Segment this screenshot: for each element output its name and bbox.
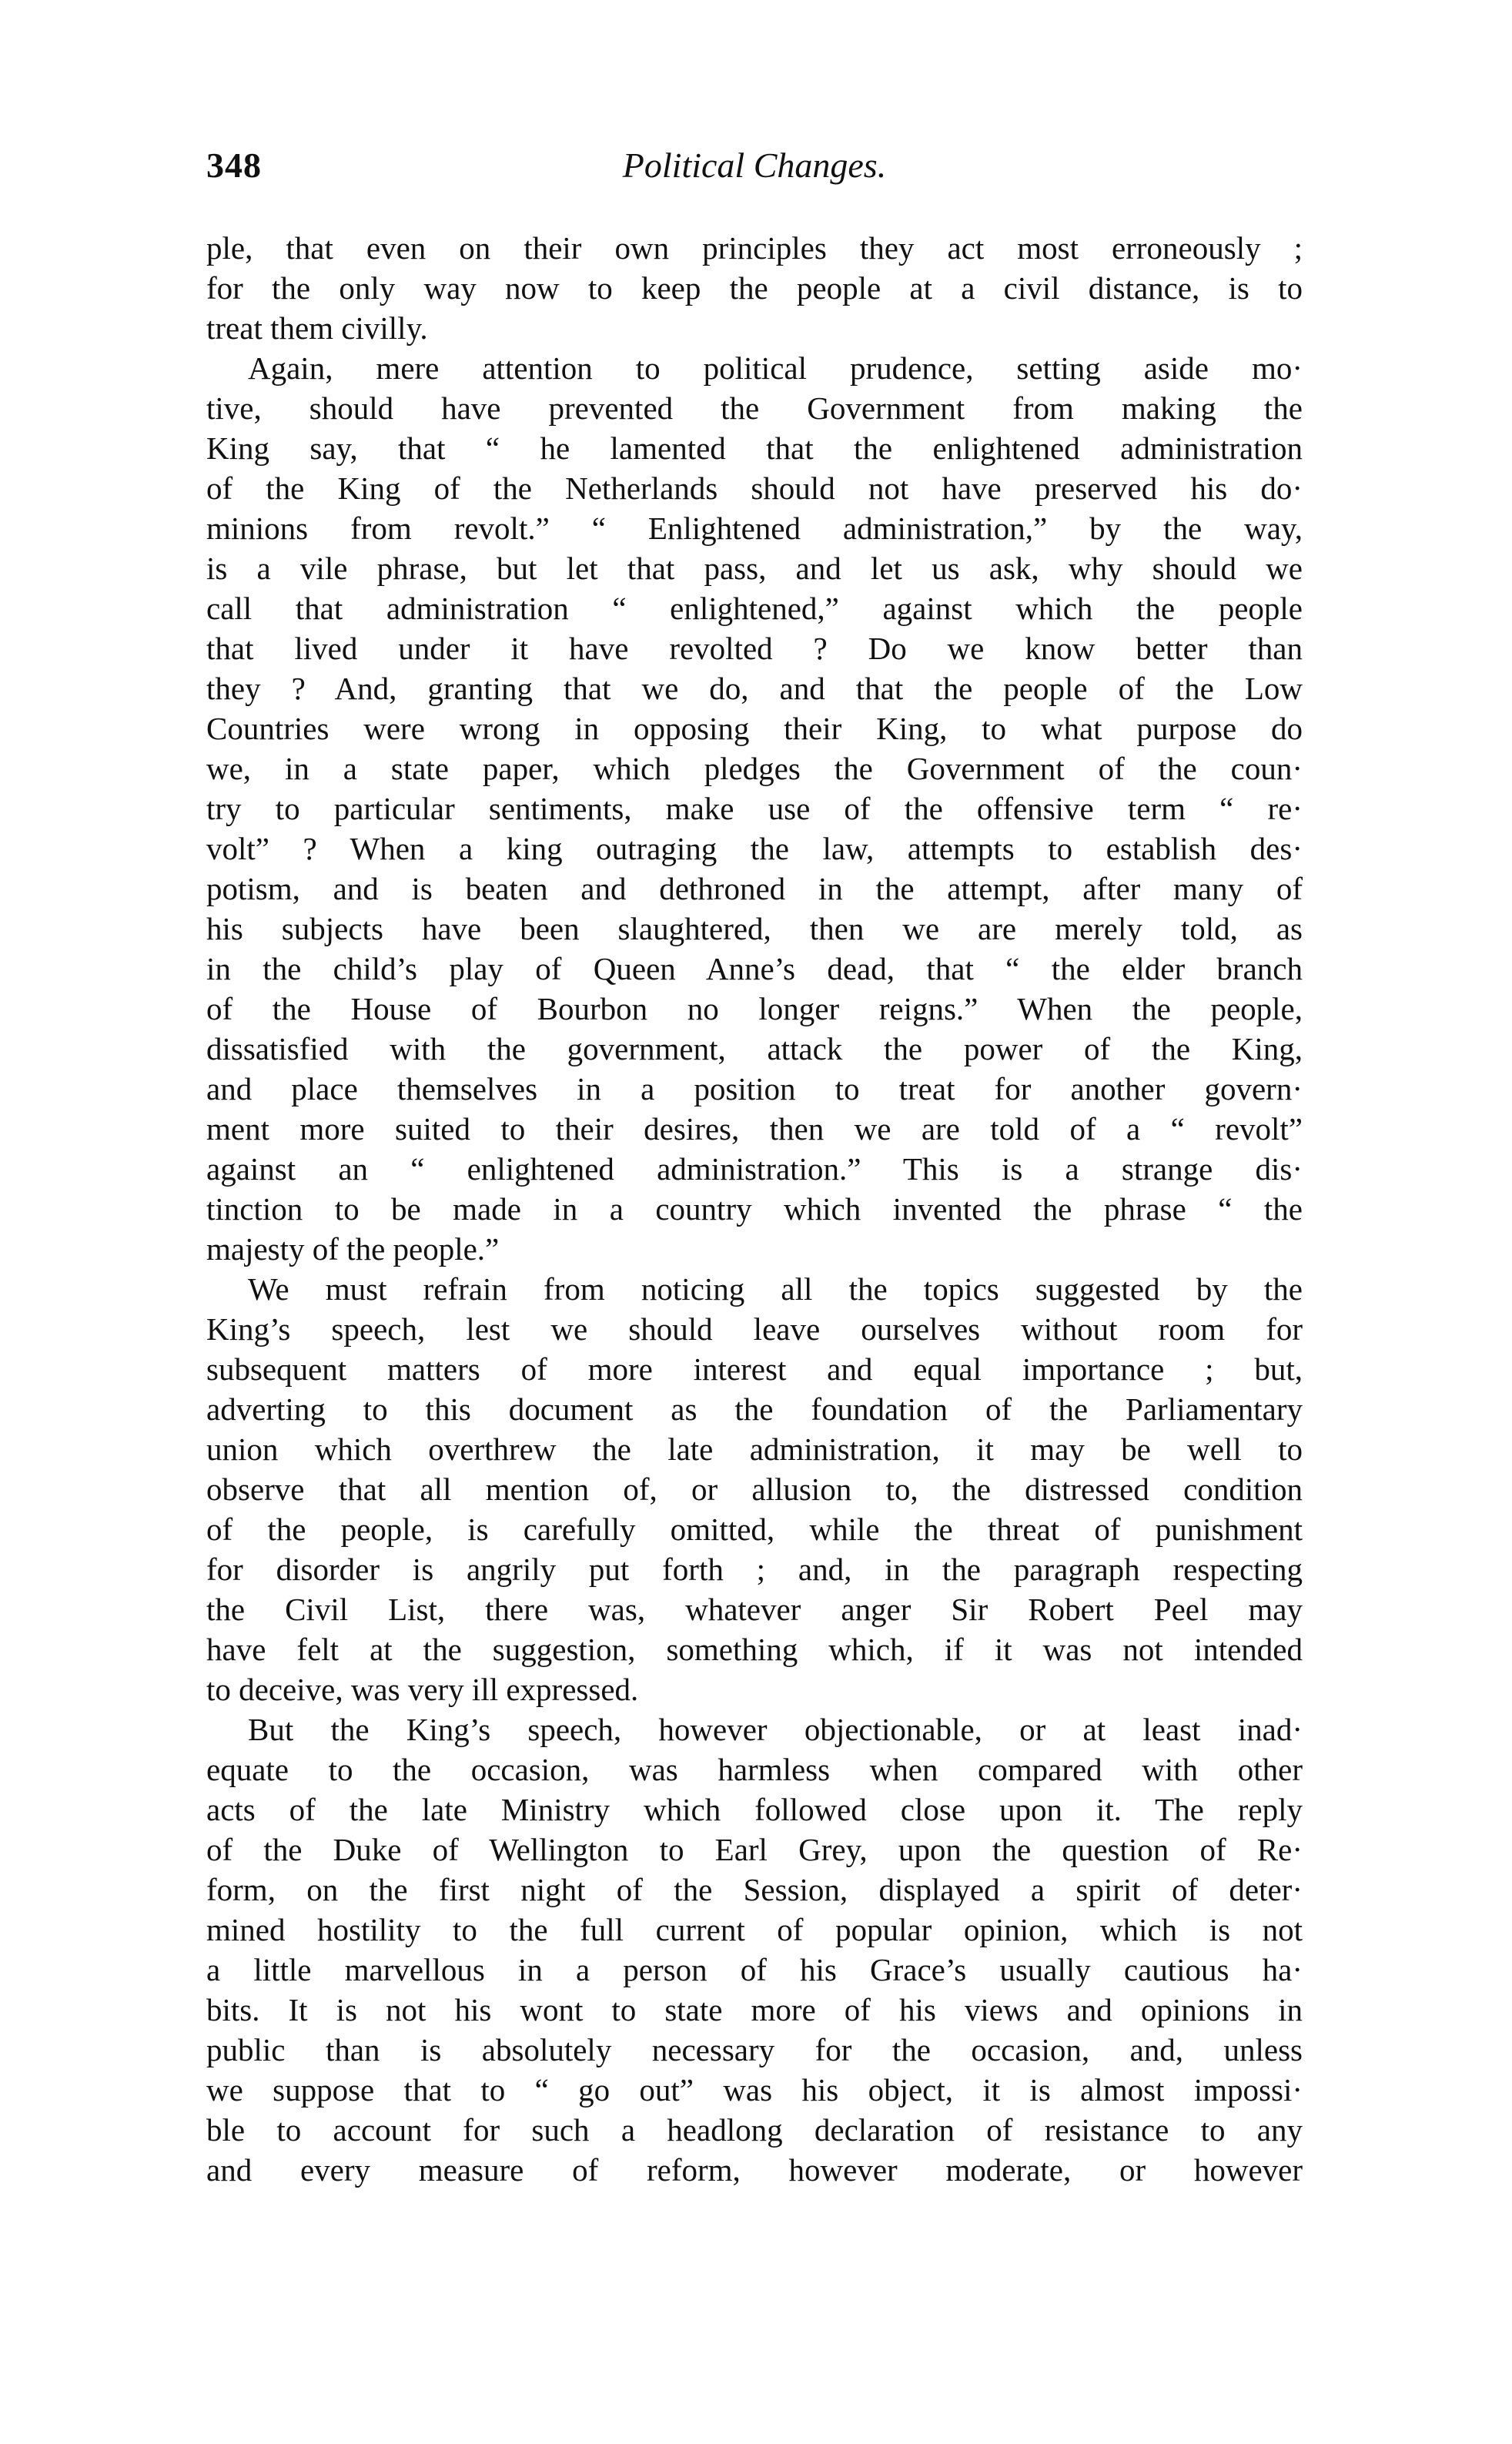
running-head bbox=[206, 145, 1303, 199]
text-line: we, in a state paper, which pledges the Government of the coun· bbox=[206, 751, 1303, 786]
text-line: they ? And, granting that we do, and that the people of the Low bbox=[206, 671, 1303, 706]
text-line: of the King of the Netherlands should not have preserved his do· bbox=[206, 470, 1303, 506]
text-line: mined hostility to the full current of popular opinion, which is not bbox=[206, 1912, 1303, 1947]
text-line: of the House of Bourbon no longer reigns.” When the people, bbox=[206, 991, 1303, 1026]
text-line: minions from revolt.” “ Enlightened administration,” by the way, bbox=[206, 511, 1303, 546]
text-line: a little marvellous in a person of his Grace’s usually cautious ha· bbox=[206, 1952, 1303, 1987]
text-line: and every measure of reform, however moderate, or however bbox=[206, 2152, 1303, 2188]
running-title: Political Changes. bbox=[622, 146, 887, 185]
text-line: acts of the late Ministry which followed close upon it. The reply bbox=[206, 1792, 1303, 1827]
text-line: of the people, is carefully omitted, while the threat of punishment bbox=[206, 1512, 1303, 1547]
text-line: union which overthrew the late administration, it may be well to bbox=[206, 1431, 1303, 1467]
text-line: ple, that even on their own principles they act most erroneously ; bbox=[206, 230, 1303, 266]
text-line: subsequent matters of more interest and equal importance ; but, bbox=[206, 1351, 1303, 1387]
text-line: But the King’s speech, however objectionable, or at least inad· bbox=[248, 1712, 1303, 1747]
text-line: ble to account for such a headlong declaration of resistance to any bbox=[206, 2112, 1303, 2148]
text-line: against an “ enlightened administration.” This is a strange dis· bbox=[206, 1151, 1303, 1187]
text-line: his subjects have been slaughtered, then we are merely told, as bbox=[206, 911, 1303, 946]
text-line: tive, should have prevented the Government from making the bbox=[206, 390, 1303, 426]
text-line: call that administration “ enlightened,” against which the people bbox=[206, 591, 1303, 626]
text-line: and place themselves in a position to treat for another govern· bbox=[206, 1071, 1303, 1106]
text-line: majesty of the people.” bbox=[206, 1231, 500, 1267]
text-line: of the Duke of Wellington to Earl Grey, upon the question of Re· bbox=[206, 1832, 1303, 1867]
text-line: for the only way now to keep the people at a civil distance, is to bbox=[206, 270, 1303, 306]
text-line: volt” ? When a king outraging the law, attempts to establish des· bbox=[206, 831, 1303, 866]
text-line: dissatisfied with the government, attack the power of the King, bbox=[206, 1031, 1303, 1066]
text-line: we suppose that to “ go out” was his object, it is almost impossi· bbox=[206, 2072, 1303, 2108]
text-line: to deceive, was very ill expressed. bbox=[206, 1672, 639, 1707]
text-line: King say, that “ he lamented that the enlightened administration bbox=[206, 430, 1303, 466]
text-line: equate to the occasion, was harmless when compared with other bbox=[206, 1752, 1303, 1787]
text-line: try to particular sentiments, make use of the offensive term “ re· bbox=[206, 791, 1303, 826]
text-line: treat them civilly. bbox=[206, 310, 428, 346]
text-line: Again, mere attention to political prudence, setting aside mo· bbox=[248, 350, 1303, 386]
text-line: bits. It is not his wont to state more of his views and opinions in bbox=[206, 1992, 1303, 2027]
text-line: potism, and is beaten and dethroned in the attempt, after many of bbox=[206, 871, 1303, 906]
text-line: in the child’s play of Queen Anne’s dead, that “ the elder branch bbox=[206, 951, 1303, 986]
body-text bbox=[206, 228, 1303, 2190]
page-number: 348 bbox=[206, 146, 262, 185]
text-line: for disorder is angrily put forth ; and, in the paragraph respecting bbox=[206, 1552, 1303, 1587]
text-line: observe that all mention of, or allusion to, the distressed condition bbox=[206, 1471, 1303, 1507]
text-line: have felt at the suggestion, something which, if it was not intended bbox=[206, 1632, 1303, 1667]
text-line: public than is absolutely necessary for the occasion, and, unless bbox=[206, 2032, 1303, 2067]
text-line: the Civil List, there was, whatever anger Sir Robert Peel may bbox=[206, 1592, 1303, 1627]
text-line: tinction to be made in a country which invented the phrase “ the bbox=[206, 1191, 1303, 1227]
text-line: We must refrain from noticing all the topics suggested by the bbox=[248, 1271, 1303, 1307]
text-line: form, on the first night of the Session, displayed a spirit of deter· bbox=[206, 1872, 1303, 1907]
text-line: that lived under it have revolted ? Do we know better than bbox=[206, 631, 1303, 666]
text-line: is a vile phrase, but let that pass, and let us ask, why should we bbox=[206, 551, 1303, 586]
text-line: ment more suited to their desires, then we are told of a “ revolt” bbox=[206, 1111, 1303, 1147]
text-line: adverting to this document as the foundation of the Parliamentary bbox=[206, 1391, 1303, 1427]
text-line: Countries were wrong in opposing their King, to what purpose do bbox=[206, 711, 1303, 746]
text-line: King’s speech, lest we should leave ourselves without room for bbox=[206, 1311, 1303, 1347]
